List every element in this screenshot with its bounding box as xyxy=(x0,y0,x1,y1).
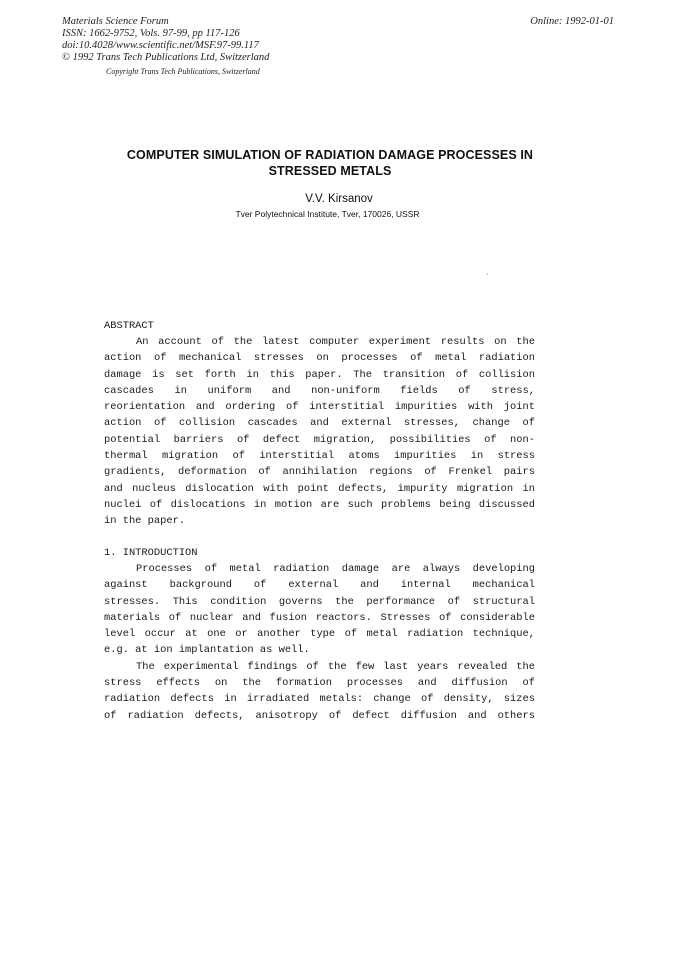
introduction-line: against background of external and internal mechanical xyxy=(104,579,535,592)
abstract-heading: ABSTRACT xyxy=(104,320,154,332)
introduction-body xyxy=(104,561,535,724)
journal-copyright: © 1992 Trans Tech Publications Ltd, Switzerland xyxy=(62,52,270,63)
title-line: STRESSED METALS xyxy=(268,164,392,178)
journal-issn: ISSN: 1662-9752, Vols. 97-99, pp 117-126 xyxy=(62,28,240,39)
introduction-line: Processes of metal radiation damage are always developing xyxy=(136,563,535,575)
abstract-line: and nucleus dislocation with point defects, impurity migration in xyxy=(104,482,535,495)
introduction-heading: 1. INTRODUCTION xyxy=(104,547,198,559)
abstract-line: potential barriers of defect migration, possibilities of non- xyxy=(104,433,535,446)
introduction-line: The experimental findings of the few last years revealed the xyxy=(136,660,535,673)
journal-name: Materials Science Forum xyxy=(62,16,169,27)
stray-mark: · xyxy=(486,270,489,279)
journal-doi: doi:10.4028/www.scientific.net/MSF.97-99.117 xyxy=(62,40,259,51)
introduction-line: of radiation defects, anisotropy of defect diffusion and others xyxy=(104,709,535,722)
abstract-line: in the paper. xyxy=(104,515,186,528)
publisher-copyright: Copyright Trans Tech Publications, Switzerland xyxy=(106,67,260,76)
author-affiliation: Tver Polytechnical Institute, Tver, 170026, USSR xyxy=(235,209,420,219)
abstract-line: An account of the latest computer experiment results on the xyxy=(136,336,535,348)
abstract-line: action of collision cascades and external stresses, change of xyxy=(104,417,535,430)
paper-title xyxy=(80,147,580,179)
introduction-line: stress effects on the formation processes and diffusion of xyxy=(104,677,535,690)
introduction-line: stresses. This condition governs the performance of structural xyxy=(104,595,535,608)
abstract-line: action of mechanical stresses on processes of metal radiation xyxy=(104,352,535,365)
abstract-line: nuclei of dislocations in motion are such problems being discussed xyxy=(104,498,535,511)
journal-meta xyxy=(62,16,269,64)
abstract-line: cascades in uniform and non-uniform fields of stress, xyxy=(104,384,535,397)
title-line: COMPUTER SIMULATION OF RADIATION DAMAGE PROCESSES IN xyxy=(126,148,534,162)
introduction-line: e.g. at ion implantation as well. xyxy=(104,644,310,657)
introduction-line: materials of nuclear and fusion reactors. Stresses of considerable xyxy=(104,611,535,624)
abstract-line: thermal migration of interstitial atoms impurities in stress xyxy=(104,450,535,463)
abstract-line: gradients, deformation of annihilation regions of Frenkel pairs xyxy=(104,466,535,479)
author-name: V.V. Kirsanov xyxy=(305,193,373,205)
introduction-line: radiation defects in irradiated metals: change of density, sizes xyxy=(104,693,535,706)
online-date: Online: 1992-01-01 xyxy=(530,16,614,27)
abstract-line: damage is set forth in this paper. The transition of collision xyxy=(104,368,535,381)
introduction-line: level occur at one or another type of metal radiation technique, xyxy=(104,628,535,641)
abstract-line: reorientation and ordering of interstitial impurities with joint xyxy=(104,401,535,414)
abstract-body xyxy=(104,334,535,530)
